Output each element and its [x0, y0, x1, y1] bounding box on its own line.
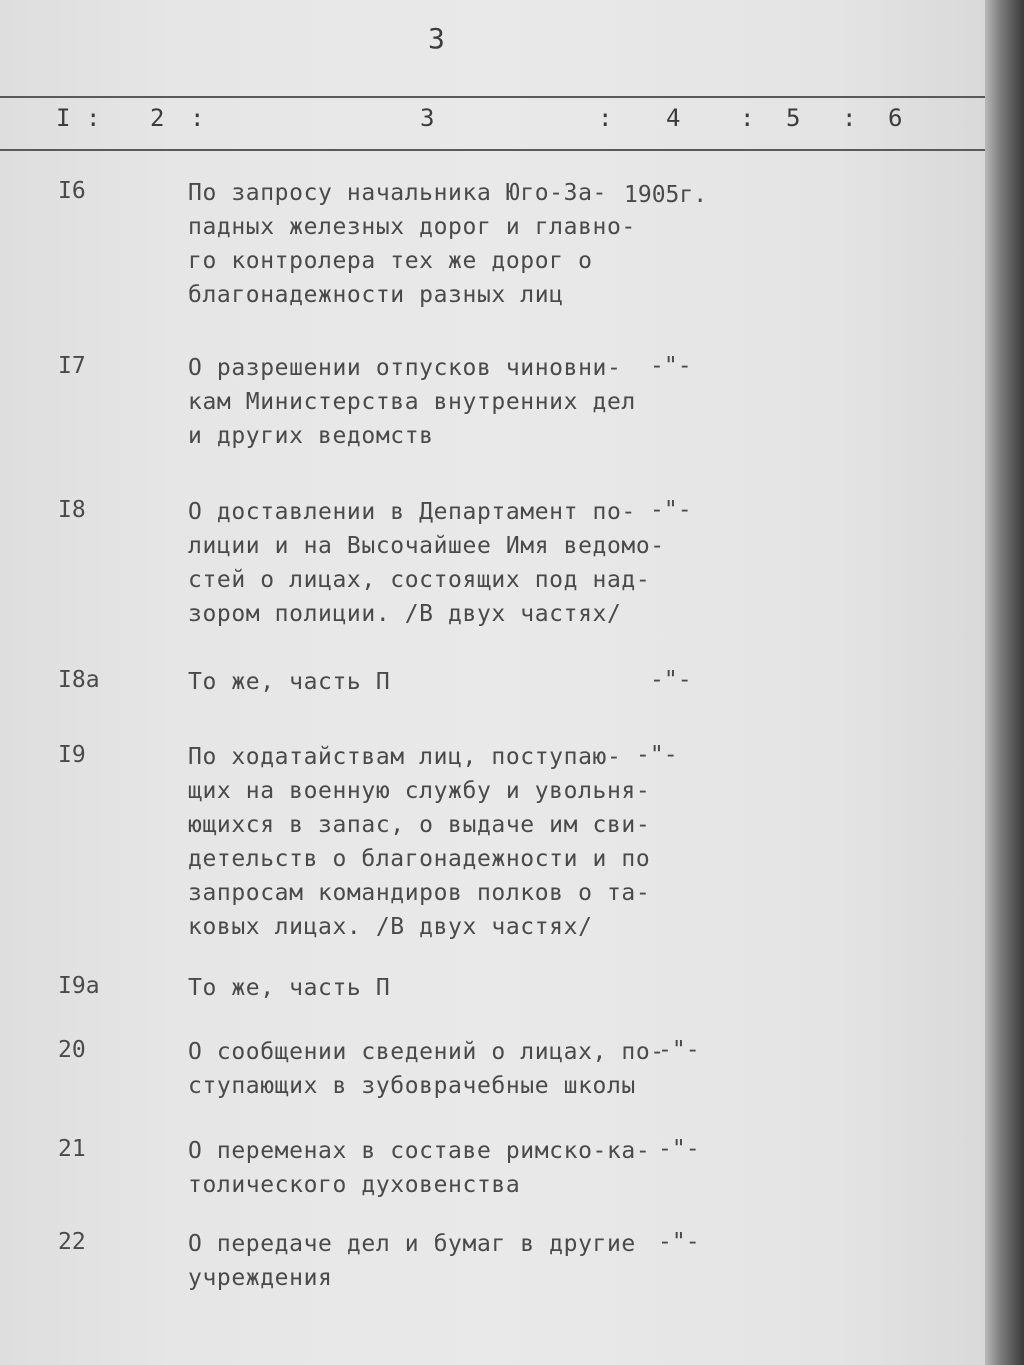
header-top-rule: [0, 96, 985, 98]
row-title: О разрешении отпусков чиновни- кам Министерства внутренних дел и других ведомств: [188, 355, 636, 449]
page-edge-shadow: [985, 0, 1024, 1365]
row-title: То же, часть П: [188, 669, 391, 695]
row-title: О передаче дел и бумаг в другие учреждения: [188, 1231, 636, 1291]
row-date: -"-: [650, 353, 692, 379]
row-number: I9а: [58, 973, 100, 999]
row-title: По ходатайствам лиц, поступаю- щих на военную службу и увольня- ющихся в запас, о выдаче им сви- детельств о благонадежности и по запросам командиров полков о та- ковых лицах. /В двух частях/: [188, 744, 651, 940]
column-separator: :: [190, 104, 205, 132]
row-date: 1905г.: [624, 182, 708, 208]
column-separator: :: [598, 104, 613, 132]
row-title: То же, часть П: [188, 975, 391, 1001]
row-number: I8: [58, 497, 86, 523]
column-header-1: I: [56, 104, 71, 132]
row-title: О доставлении в Департамент по- лиции и на Высочайшее Имя ведомо- стей о лицах, состоящих под над- зором полиции. /В двух частях/: [188, 499, 665, 627]
row-number: I7: [58, 353, 86, 379]
column-separator: :: [86, 104, 101, 132]
header-bottom-rule: [0, 149, 985, 151]
row-number: 22: [58, 1229, 86, 1255]
column-header-6: 6: [888, 104, 903, 132]
row-number: 21: [58, 1136, 86, 1162]
row-title: О переменах в составе римско-ка- толического духовенства: [188, 1138, 651, 1198]
row-date: -"-: [636, 742, 678, 768]
row-number: I8а: [58, 667, 100, 693]
row-date: -"-: [658, 1037, 700, 1063]
row-title: О сообщении сведений о лицах, по- ступающих в зубоврачебные школы: [188, 1039, 665, 1099]
column-separator: :: [740, 104, 755, 132]
page-number: 3: [428, 22, 445, 55]
column-header-5: 5: [786, 104, 801, 132]
row-date: -"-: [650, 667, 692, 693]
row-date: -"-: [650, 497, 692, 523]
row-number: I6: [58, 178, 86, 204]
column-header-3: 3: [420, 104, 435, 132]
row-number: I9: [58, 742, 86, 768]
column-separator: :: [842, 104, 857, 132]
row-title: По запросу начальника Юго-За- падных железных дорог и главно- го контролера тех же дорог о благонадежности разных лиц: [188, 180, 636, 308]
row-date: -"-: [658, 1229, 700, 1255]
row-number: 20: [58, 1037, 86, 1063]
row-date: -"-: [658, 1136, 700, 1162]
column-header-2: 2: [150, 104, 165, 132]
column-header-4: 4: [666, 104, 681, 132]
